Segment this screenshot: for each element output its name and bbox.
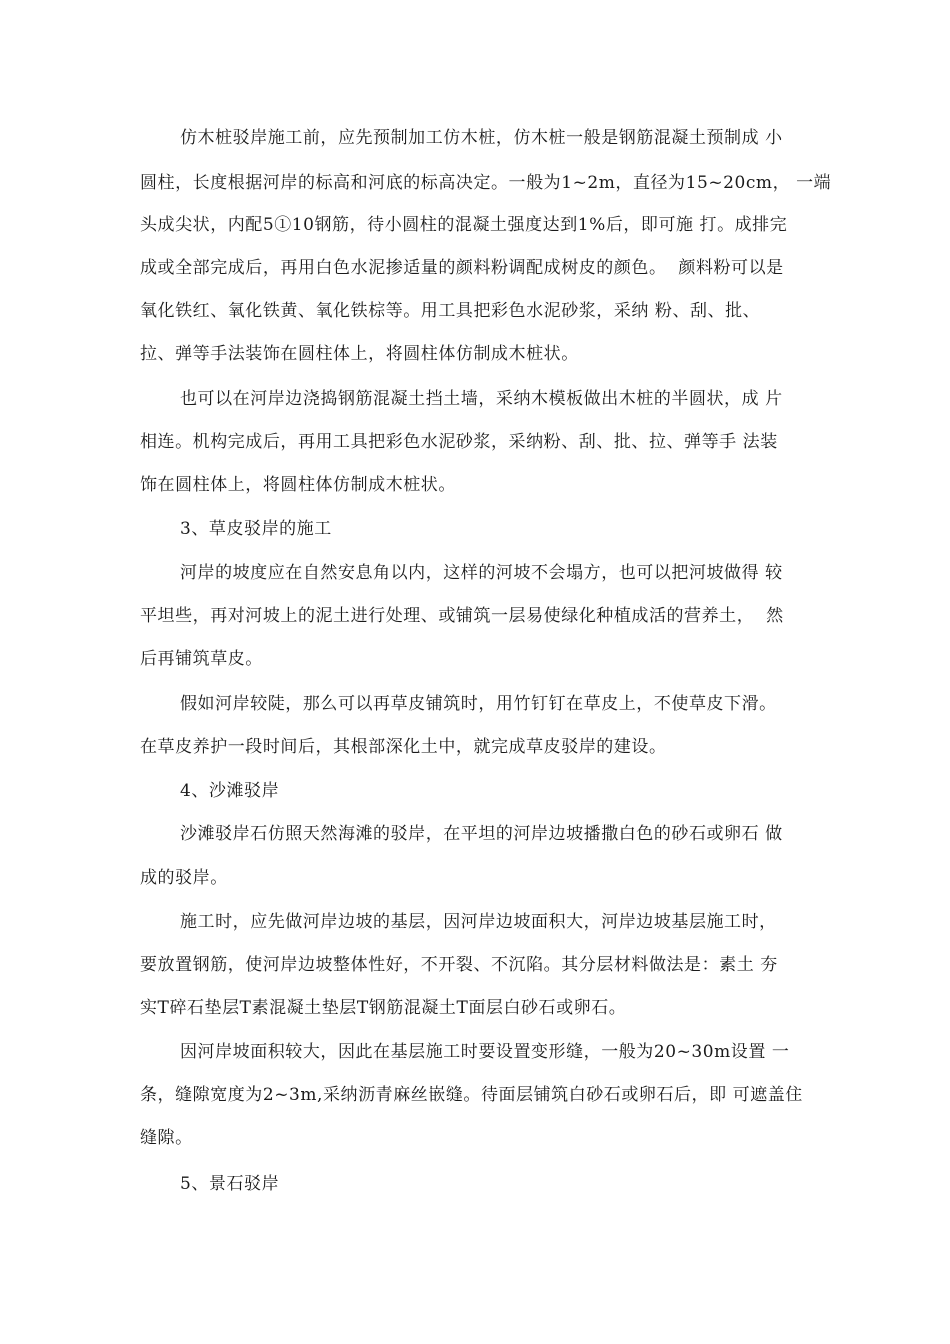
section-heading: 4、沙滩驳岸 — [180, 781, 280, 801]
paragraph-line: 假如河岸较陡，那么可以再草皮铺筑时，用竹钉钉在草皮上，不使草皮下滑。 — [180, 694, 777, 714]
paragraph-line: 因河岸坡面积较大，因此在基层施工时要设置变形缝，一般为20~30m设置 一 — [180, 1042, 790, 1062]
paragraph-line: 缝隙。 — [140, 1128, 193, 1148]
paragraph-line: 施工时，应先做河岸边坡的基层，因河岸边坡面积大，河岸边坡基层施工时， — [180, 912, 777, 932]
paragraph-line: 后再铺筑草皮。 — [140, 649, 263, 669]
paragraph-line: 氧化铁红、氧化铁黄、氧化铁棕等。用工具把彩色水泥砂浆，采纳 粉、刮、批、 — [140, 301, 761, 321]
paragraph-line: 实T碎石垫层T素混凝土垫层T钢筋混凝土T面层白砂石或卵石。 — [140, 998, 627, 1018]
paragraph-line: 也可以在河岸边浇捣钢筋混凝土挡土墙，采纳木模板做出木桩的半圆状，成 片 — [180, 389, 783, 409]
paragraph-line: 仿木桩驳岸施工前，应先预制加工仿木桩，仿木桩一般是钢筋混凝土预制成 小 — [180, 128, 783, 148]
paragraph-line: 平坦些，再对河坡上的泥土进行处理、或铺筑一层易使绿化种植成活的营养土， 然 — [140, 606, 784, 626]
section-heading: 3、草皮驳岸的施工 — [180, 519, 332, 539]
paragraph-line: 相连。机构完成后，再用工具把彩色水泥砂浆，采纳粉、刮、批、拉、弹等手 法装 — [140, 432, 778, 452]
paragraph-line: 条，缝隙宽度为2~3m,采纳沥青麻丝嵌缝。待面层铺筑白砂石或卵石后，即 可遮盖住 — [140, 1085, 803, 1105]
paragraph-line: 沙滩驳岸石仿照天然海滩的驳岸，在平坦的河岸边坡播撒白色的砂石或卵石 做 — [180, 824, 783, 844]
paragraph-line: 河岸的坡度应在自然安息角以内，这样的河坡不会塌方，也可以把河坡做得 较 — [180, 563, 783, 583]
paragraph-line: 拉、弹等手法装饰在圆柱体上，将圆柱体仿制成木桩状。 — [140, 344, 579, 364]
paragraph-line: 要放置钢筋，使河岸边坡整体性好，不开裂、不沉陷。其分层材料做法是：素土 夯 — [140, 955, 778, 975]
paragraph-line: 头成尖状，内配5①10钢筋，待小圆柱的混凝土强度达到1%后，即可施 打。成排完 — [140, 215, 788, 235]
paragraph-line: 圆柱，长度根据河岸的标高和河底的标高决定。一般为1~2m，直径为15~20cm， 一端 — [140, 173, 832, 193]
section-heading: 5、景石驳岸 — [180, 1174, 280, 1194]
paragraph-line: 在草皮养护一段时间后，其根部深化土中，就完成草皮驳岸的建设。 — [140, 737, 667, 757]
paragraph-line: 成或全部完成后，再用白色水泥掺适量的颜料粉调配成树皮的颜色。 颜料粉可以是 — [140, 258, 784, 278]
paragraph-line: 成的驳岸。 — [140, 868, 228, 888]
paragraph-line: 饰在圆柱体上，将圆柱体仿制成木桩状。 — [140, 475, 456, 495]
